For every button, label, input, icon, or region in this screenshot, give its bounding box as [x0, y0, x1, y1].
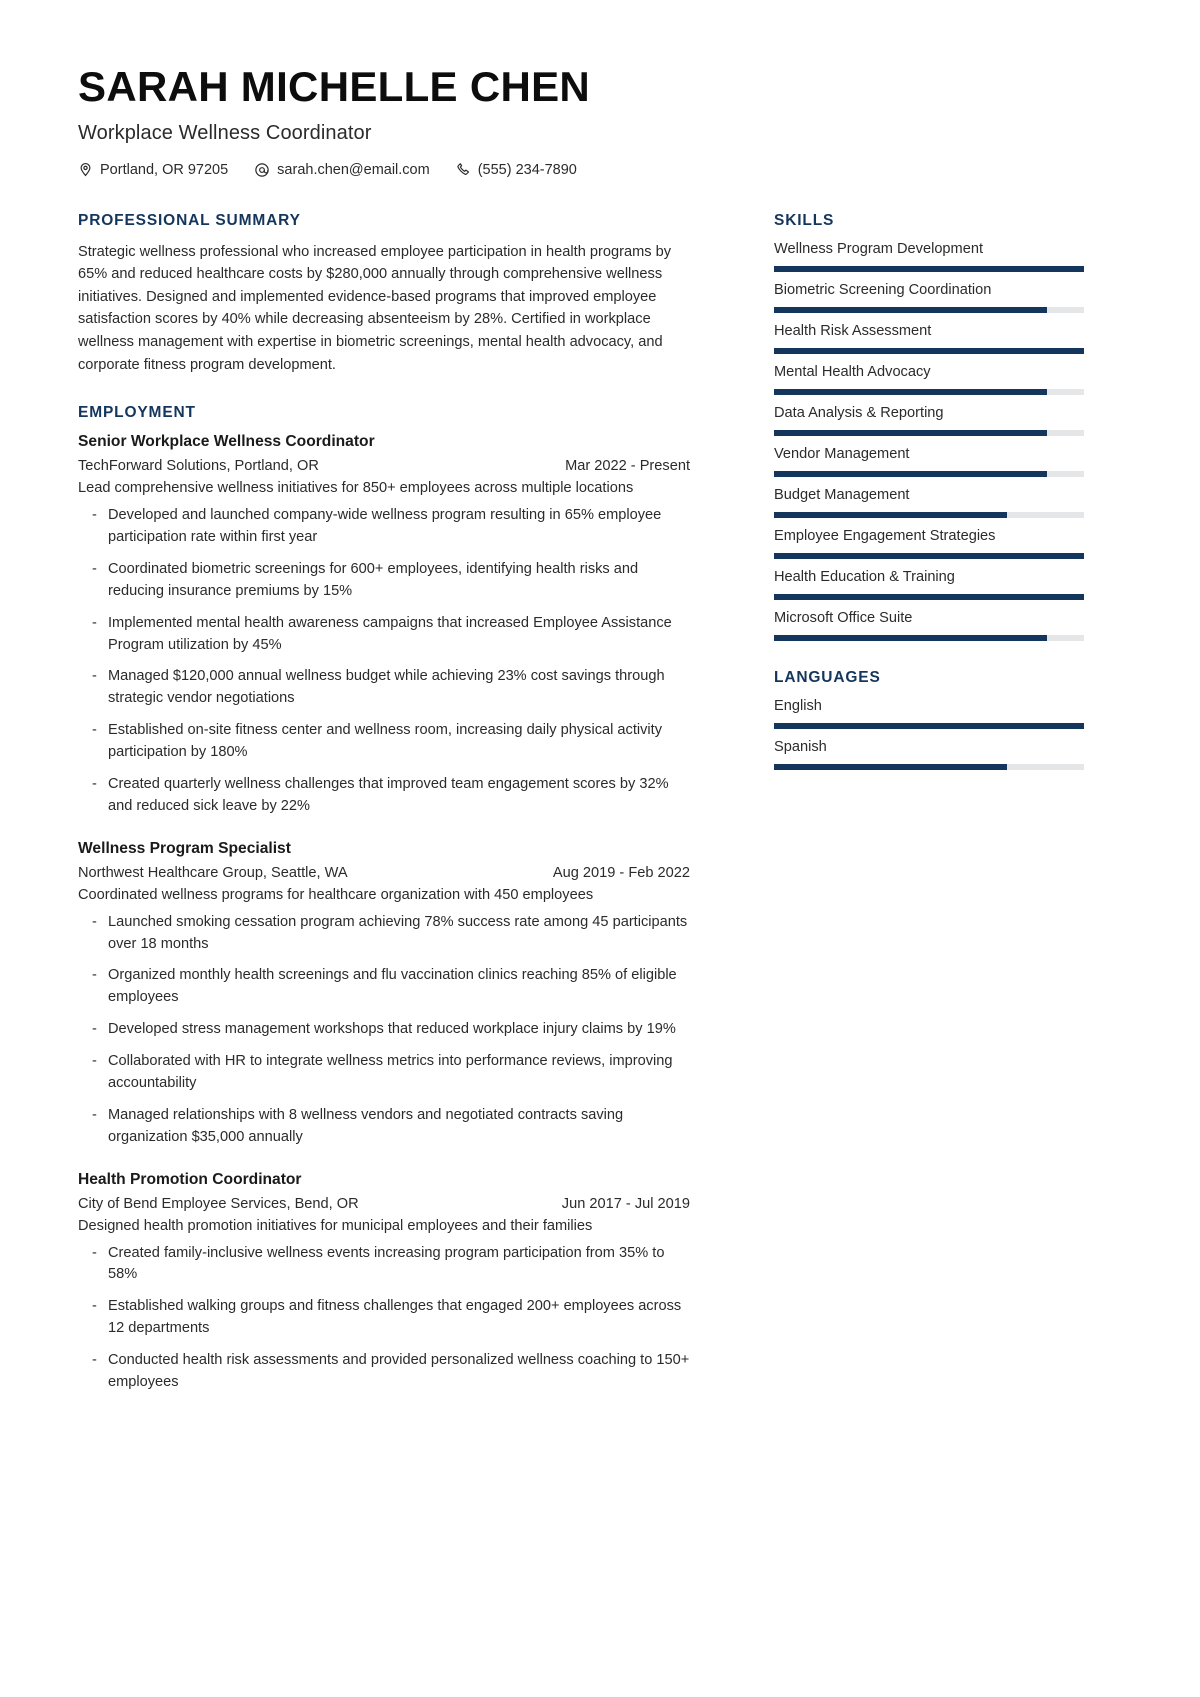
skill-label: Biometric Screening Coordination [774, 281, 992, 298]
job-bullet-text: Collaborated with HR to integrate wellness metrics into performance reviews, improving accountability [108, 1053, 673, 1092]
contact-email[interactable] [254, 162, 430, 178]
skill-level-bar-fill [774, 348, 1084, 354]
job-bullet-text: Implemented mental health awareness campaigns that increased Employee Assistance Program utilization by 45% [108, 614, 672, 653]
language-item [774, 739, 1084, 770]
skill-item [774, 569, 1084, 600]
main-column [78, 212, 690, 1422]
language-item [774, 698, 1084, 729]
summary-heading: PROFESSIONAL SUMMARY [78, 211, 301, 229]
bullet-dash-marker: - [92, 1106, 97, 1123]
job-bullet-text: Organized monthly health screenings and flu vaccination clinics reaching 85% of eligible employees [108, 967, 677, 1006]
job-entry [78, 433, 690, 818]
skill-label: Vendor Management [774, 445, 910, 462]
job-bullet [78, 720, 690, 764]
resume-body [78, 212, 1122, 1422]
job-bullet [78, 1105, 690, 1149]
skill-item [774, 241, 1084, 272]
job-bullet-text: Coordinated biometric screenings for 600+ employees, identifying health risks and reducing insurance premiums by 15% [108, 560, 639, 599]
skill-item [774, 364, 1084, 395]
job-description: Lead comprehensive wellness initiatives for 850+ employees across multiple locations [78, 480, 634, 497]
job-bullet-text: Created family-inclusive wellness events increasing program participation from 35% to 58% [108, 1244, 665, 1283]
job-bullet-text: Managed $120,000 annual wellness budget while achieving 23% cost savings through strategic vendor negotiations [108, 668, 665, 707]
bullet-dash-marker: - [92, 1352, 97, 1369]
job-bullet [78, 965, 690, 1009]
section-languages [774, 669, 1084, 770]
job-description: Coordinated wellness programs for healthcare organization with 450 employees [78, 886, 594, 903]
skill-level-bar-fill [774, 553, 1084, 559]
job-bullets [78, 505, 690, 818]
section-employment [78, 404, 690, 1394]
language-label: English [774, 697, 822, 714]
skill-level-bar-track [774, 307, 1084, 313]
job-bullet-text: Established walking groups and fitness challenges that engaged 200+ employees across 12 departments [108, 1298, 682, 1337]
job-company: TechForward Solutions, Portland, OR [78, 458, 319, 475]
contact-email-text: sarah.chen@email.com [277, 161, 430, 178]
resume-header [78, 62, 1122, 178]
contact-phone-text: (555) 234-7890 [477, 161, 577, 178]
bullet-dash-marker: - [92, 560, 97, 577]
job-bullet [78, 1243, 690, 1287]
bullet-dash-marker: - [92, 1244, 97, 1261]
languages-list [774, 698, 1084, 770]
summary-text: Strategic wellness professional who increased employee participation in health programs by 65% and reduced healthcare costs by $280,000 annually through comprehensive wellness initiatives. Designed and implemented evidence-based programs that improved employee satisfaction scores by 40% while decreasing absenteeism by 28%. Certified in workplace wellness management with expertise in biometric screenings, mental health advocacy, and corporate fitness program development. [78, 243, 671, 373]
bullet-dash-marker: - [92, 776, 97, 792]
skill-level-bar-track [774, 471, 1084, 477]
job-bullet-text: Managed relationships with 8 wellness vendors and negotiated contracts saving organization $35,000 annually [108, 1106, 624, 1145]
job-meta [78, 1196, 690, 1212]
job-bullet [78, 1296, 690, 1340]
job-bullet [78, 1051, 690, 1095]
skill-level-bar-fill [774, 430, 1047, 436]
language-label: Spanish [774, 738, 827, 755]
bullet-dash-marker: - [92, 668, 97, 685]
job-role: Health Promotion Coordinator [78, 1170, 302, 1188]
phone-icon [456, 162, 471, 177]
skill-label: Microsoft Office Suite [774, 609, 913, 626]
skill-level-bar-track [774, 266, 1084, 272]
job-company: City of Bend Employee Services, Bend, OR [78, 1195, 359, 1212]
job-bullet [78, 1019, 690, 1041]
candidate-name: SARAH MICHELLE CHEN [78, 63, 591, 110]
job-description: Designed health promotion initiatives for municipal employees and their families [78, 1217, 593, 1234]
skill-label: Health Risk Assessment [774, 322, 932, 339]
job-meta [78, 458, 690, 474]
bullet-dash-marker: - [92, 722, 97, 739]
skill-level-bar-track [774, 553, 1084, 559]
skill-item [774, 282, 1084, 313]
skill-level-bar-fill [774, 266, 1084, 272]
job-role: Senior Workplace Wellness Coordinator [78, 433, 375, 451]
languages-heading: LANGUAGES [774, 668, 881, 686]
job-bullet-text: Developed and launched company-wide wellness program resulting in 65% employee participation rate within first year [108, 507, 662, 545]
job-entry [78, 840, 690, 1149]
job-bullet [78, 505, 690, 549]
bullet-dash-marker: - [92, 1053, 97, 1070]
employment-heading: EMPLOYMENT [78, 404, 196, 422]
job-role: Wellness Program Specialist [78, 839, 291, 857]
language-level-bar-fill [774, 723, 1084, 729]
job-bullet [78, 613, 690, 657]
job-company: Northwest Healthcare Group, Seattle, WA [78, 864, 348, 881]
job-bullets [78, 1243, 690, 1394]
skill-level-bar-track [774, 430, 1084, 436]
bullet-dash-marker: - [92, 614, 97, 631]
job-bullet [78, 774, 690, 818]
skills-heading: SKILLS [774, 211, 835, 229]
skill-level-bar-fill [774, 389, 1047, 395]
contact-phone[interactable] [456, 162, 577, 178]
at-email-icon [254, 162, 270, 178]
bullet-dash-marker: - [92, 507, 97, 524]
skill-item [774, 610, 1084, 641]
skill-item [774, 446, 1084, 477]
bullet-dash-marker: - [92, 967, 97, 984]
job-dates: Mar 2022 - Present [565, 458, 690, 475]
skills-list [774, 241, 1084, 641]
contact-row [78, 162, 1122, 178]
location-pin-icon [78, 162, 93, 177]
job-bullet [78, 559, 690, 603]
job-bullets [78, 912, 690, 1149]
skill-item [774, 528, 1084, 559]
skill-level-bar-track [774, 594, 1084, 600]
job-bullet-text: Conducted health risk assessments and provided personalized wellness coaching to 150+ employees [108, 1352, 690, 1391]
job-entry [78, 1171, 690, 1394]
skill-label: Budget Management [774, 486, 910, 503]
job-dates: Jun 2017 - Jul 2019 [561, 1195, 690, 1212]
skill-level-bar-track [774, 635, 1084, 641]
job-bullet-text: Created quarterly wellness challenges that improved team engagement scores by 32% and reduced sick leave by 22% [108, 776, 669, 814]
job-dates: Aug 2019 - Feb 2022 [552, 864, 690, 881]
skill-level-bar-track [774, 512, 1084, 518]
job-bullet [78, 912, 690, 956]
skill-level-bar-fill [774, 512, 1007, 518]
job-bullet-text: Established on-site fitness center and wellness room, increasing daily physical activity participation by 180% [108, 722, 663, 761]
skill-item [774, 487, 1084, 518]
job-bullet [78, 666, 690, 710]
contact-location [78, 162, 228, 178]
job-meta [78, 865, 690, 881]
skill-level-bar-track [774, 348, 1084, 354]
skill-level-bar-track [774, 389, 1084, 395]
job-bullet-text: Launched smoking cessation program achieving 78% success rate among 45 participants over 18 months [108, 913, 688, 952]
candidate-job-title: Workplace Wellness Coordinator [78, 121, 372, 144]
language-level-bar-track [774, 723, 1084, 729]
contact-location-text: Portland, OR 97205 [100, 161, 229, 178]
skill-level-bar-fill [774, 307, 1047, 313]
skill-level-bar-fill [774, 471, 1047, 477]
skill-level-bar-fill [774, 594, 1084, 600]
skill-label: Mental Health Advocacy [774, 363, 931, 380]
skill-level-bar-fill [774, 635, 1047, 641]
bullet-dash-marker: - [92, 1021, 97, 1038]
skill-label: Data Analysis & Reporting [774, 404, 944, 421]
bullet-dash-marker: - [92, 1298, 97, 1315]
bullet-dash-marker: - [92, 913, 97, 930]
skill-item [774, 323, 1084, 354]
skill-label: Employee Engagement Strategies [774, 527, 996, 544]
job-bullet [78, 1350, 690, 1394]
language-level-bar-track [774, 764, 1084, 770]
sidebar-column [774, 212, 1084, 798]
section-professional-summary [78, 212, 690, 377]
job-bullet-text: Developed stress management workshops that reduced workplace injury claims by 19% [108, 1021, 676, 1038]
skill-label: Health Education & Training [774, 568, 955, 585]
language-level-bar-fill [774, 764, 1007, 770]
skill-label: Wellness Program Development [774, 240, 983, 257]
jobs-list [78, 433, 690, 1394]
skill-item [774, 405, 1084, 436]
section-skills [774, 212, 1084, 641]
